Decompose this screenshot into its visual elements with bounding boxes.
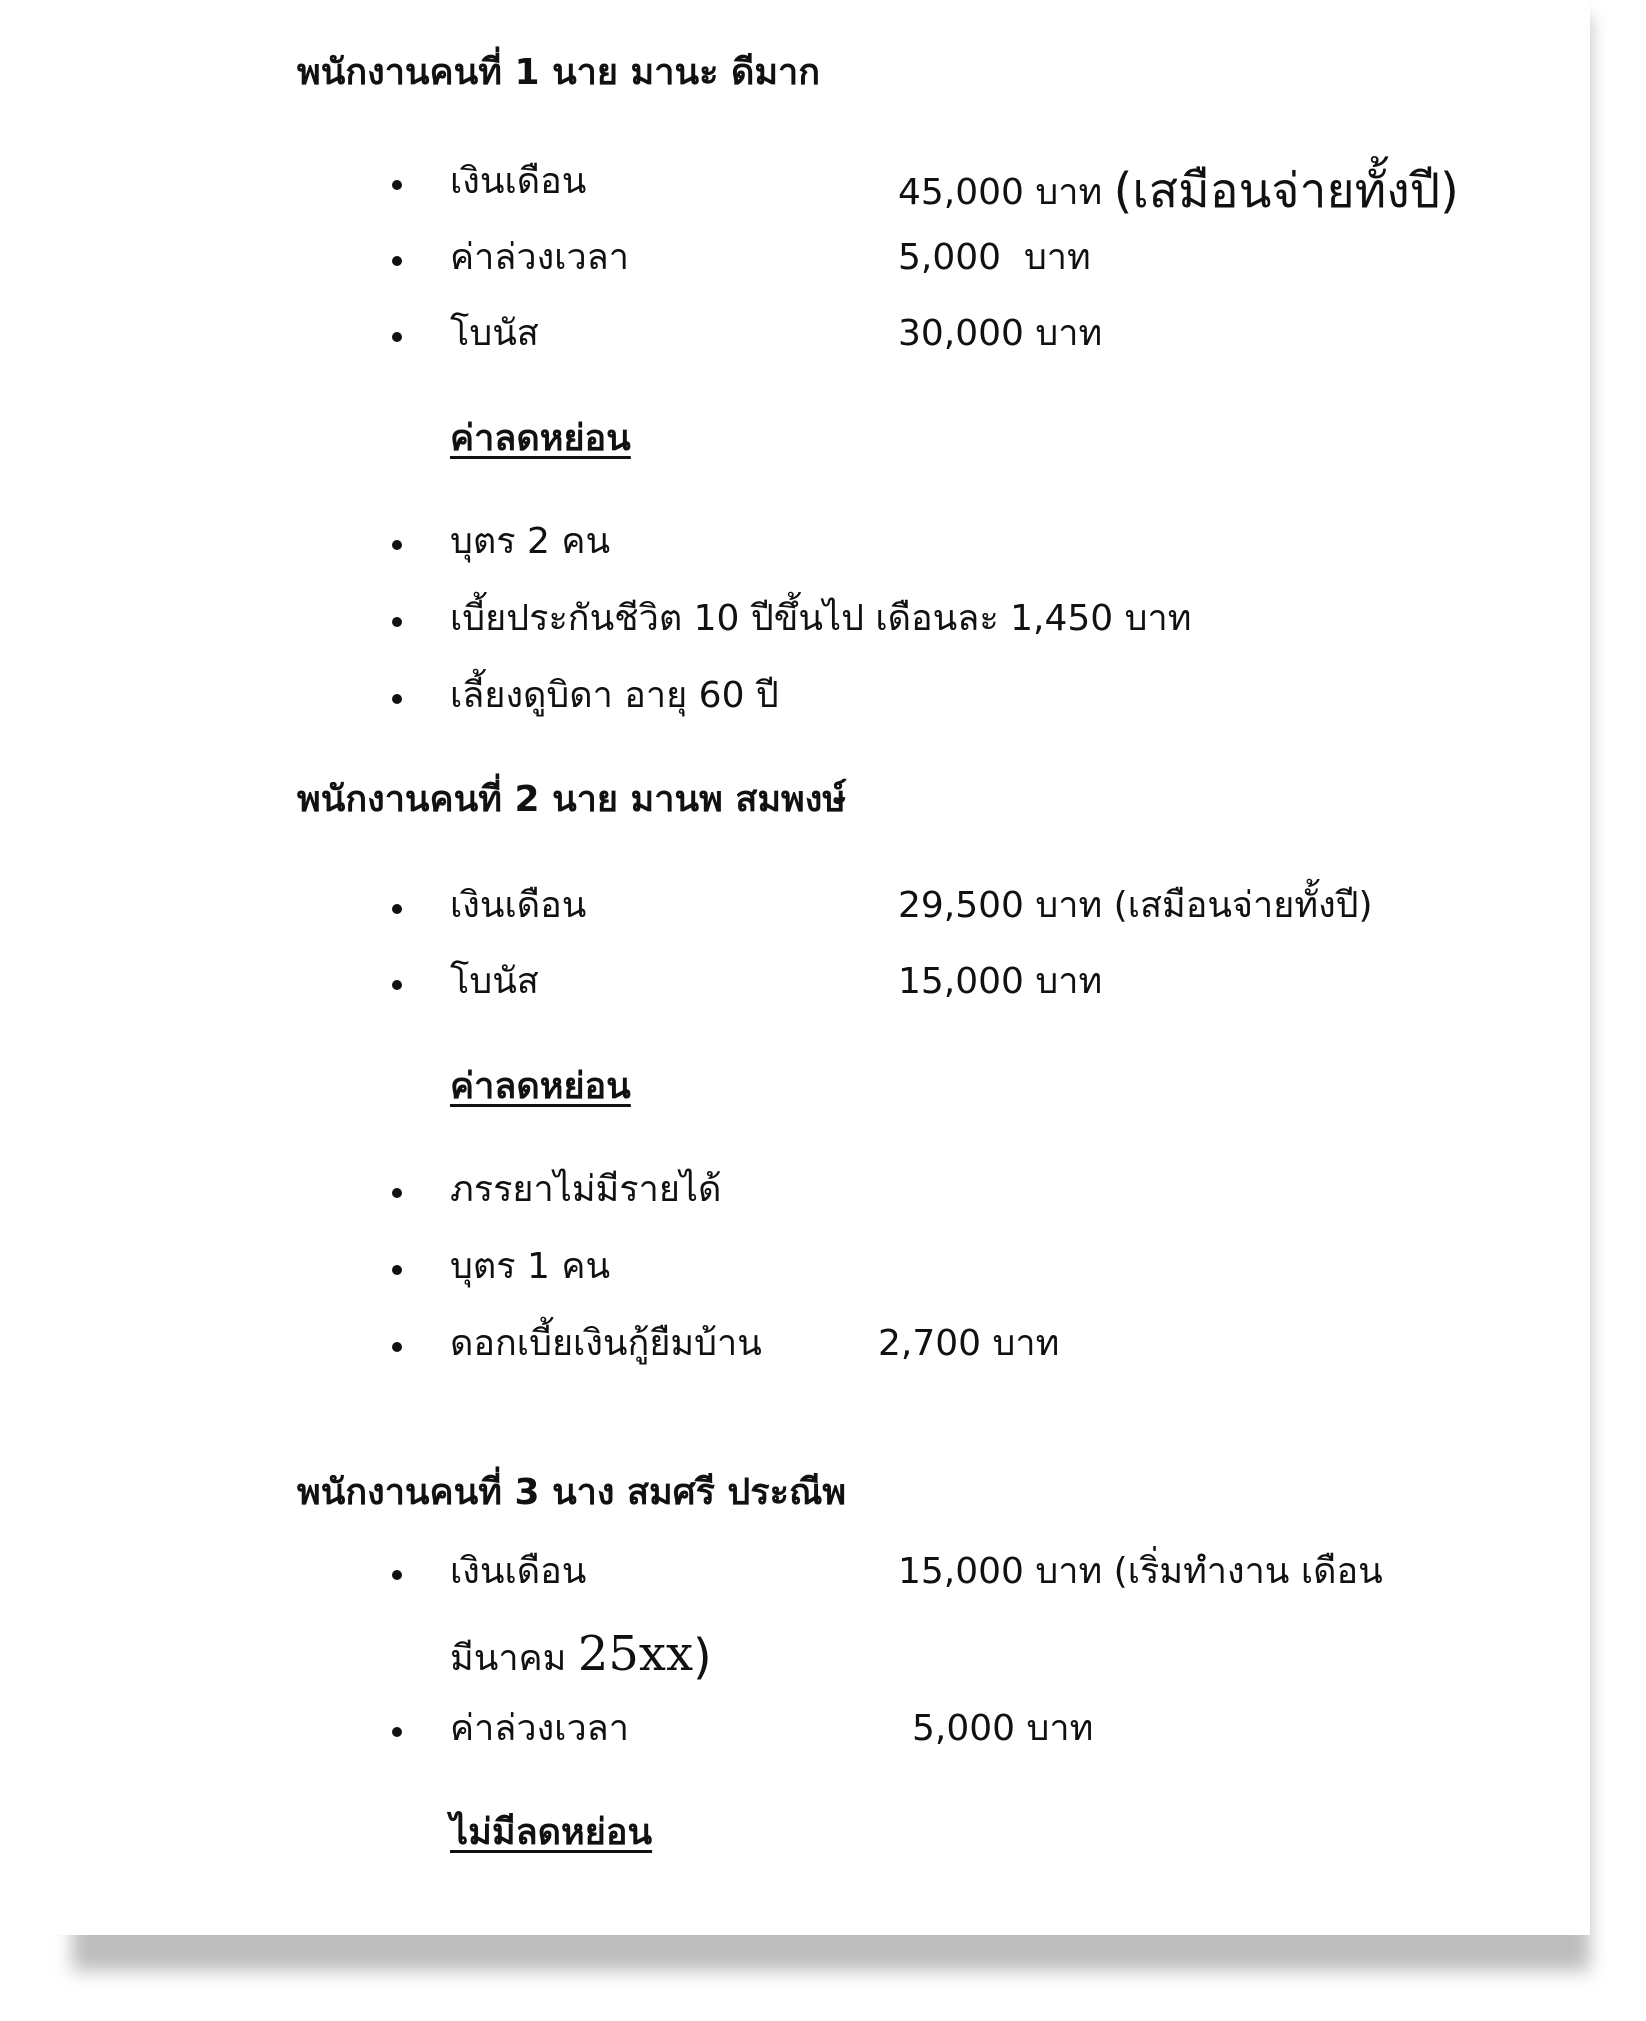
bullet — [392, 1188, 402, 1198]
employee-2-bonus-label: โบนัส — [450, 961, 539, 1002]
bullet — [392, 256, 402, 266]
bullet — [392, 617, 402, 627]
employee-1-bonus-value: 30,000 บาท — [898, 313, 1103, 354]
employee-1-overtime-value: 5,000 บาท — [898, 237, 1091, 278]
bullet — [392, 1570, 402, 1580]
employee-3-continuation-prefix: มีนาคม — [450, 1638, 567, 1679]
employee-3-overtime-label: ค่าล่วงเวลา — [450, 1708, 629, 1749]
employee-3-overtime-value: 5,000 บาท — [912, 1708, 1094, 1749]
employee-2-deductions-title: ค่าลดหย่อน — [450, 1066, 631, 1107]
employee-3-continuation-year: 25xx — [577, 1626, 694, 1682]
employee-1-salary-label: เงินเดือน — [450, 161, 587, 202]
employee-1-salary-value — [898, 163, 1459, 219]
bullet — [392, 1727, 402, 1737]
employee-1-salary-amount: 45,000 บาท — [898, 172, 1103, 213]
bullet — [392, 332, 402, 342]
employee-3-continuation-suffix: ) — [693, 1629, 712, 1685]
employee-2-heading: พนักงานคนที่ 2 นาย มานพ สมพงษ์ — [297, 779, 847, 820]
employee-3-salary-continuation — [450, 1626, 712, 1685]
employee-1-salary-note: (เสมือนจ่ายทั้งปี) — [1113, 163, 1459, 219]
employee-3-salary-value: 15,000 บาท (เริ่มทำงาน เดือน — [898, 1551, 1383, 1592]
employee-1-heading: พนักงานคนที่ 1 นาย มานะ ดีมาก — [297, 52, 821, 93]
employee-2-deduction-mortgage-label: ดอกเบี้ยเงินกู้ยืมบ้าน — [450, 1323, 762, 1364]
employee-3-heading: พนักงานคนที่ 3 นาง สมศรี ประณีพ — [297, 1472, 847, 1513]
employee-1-deduction-children: บุตร 2 คน — [450, 521, 611, 562]
employee-2-salary-value: 29,500 บาท (เสมือนจ่ายทั้งปี) — [898, 885, 1373, 926]
employee-1-overtime-label: ค่าล่วงเวลา — [450, 237, 629, 278]
employee-3-salary-label: เงินเดือน — [450, 1551, 587, 1592]
employee-2-salary-label: เงินเดือน — [450, 885, 587, 926]
employee-2-deduction-mortgage-value: 2,700 บาท — [878, 1323, 1060, 1364]
employee-1-deduction-father: เลี้ยงดูบิดา อายุ 60 ปี — [450, 675, 779, 716]
bullet — [392, 540, 402, 550]
employee-3-no-deductions: ไม่มีลดหย่อน — [450, 1812, 653, 1853]
bullet — [392, 1342, 402, 1352]
bullet — [392, 694, 402, 704]
employee-1-bonus-label: โบนัส — [450, 313, 539, 354]
bullet — [392, 904, 402, 914]
employee-1-deductions-title: ค่าลดหย่อน — [450, 418, 631, 459]
bullet — [392, 980, 402, 990]
employee-2-bonus-value: 15,000 บาท — [898, 961, 1103, 1002]
bullet — [392, 180, 402, 190]
bullet — [392, 1265, 402, 1275]
employee-2-deduction-child: บุตร 1 คน — [450, 1246, 611, 1287]
employee-1-deduction-insurance: เบี้ยประกันชีวิต 10 ปีขึ้นไป เดือนละ 1,450 บาท — [450, 598, 1192, 639]
employee-2-deduction-wife: ภรรยาไม่มีรายได้ — [450, 1169, 722, 1210]
